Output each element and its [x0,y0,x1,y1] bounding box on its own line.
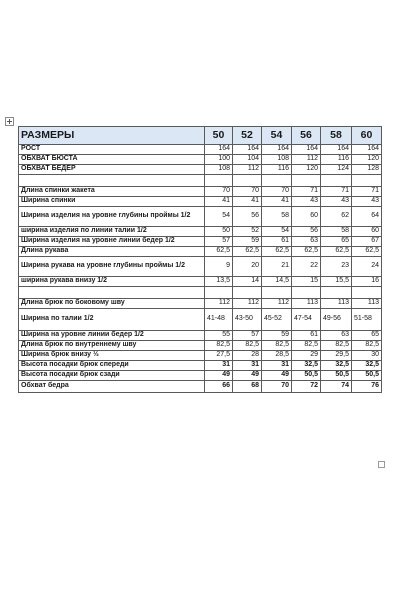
table-cell: 49 [262,371,292,381]
table-cell: 29 [292,351,321,361]
table-cell: 49 [205,371,233,381]
table-cell: 112 [205,299,233,309]
table-cell: 60 [352,227,382,237]
table-cell: 112 [292,155,321,165]
table-cell: 71 [321,187,352,197]
table-row [19,351,382,361]
table-cell: 82,5 [233,341,262,351]
table-cell: 63 [292,237,321,247]
table-cell: 164 [292,145,321,155]
table-row [19,331,382,341]
table-cell: 113 [352,299,382,309]
table-cell: 58 [321,227,352,237]
table-cell: 120 [352,155,382,165]
table-cell: 62,5 [352,247,382,257]
table-row [19,197,382,207]
table-cell: 164 [352,145,382,155]
table-cell: 15,5 [321,277,352,287]
table-cell: 164 [321,145,352,155]
row-label [19,287,205,299]
table-cell: 164 [233,145,262,155]
size-header-cell: 52 [233,127,262,145]
table-cell: 60 [292,207,321,227]
size-header-cell: 58 [321,127,352,145]
row-label: Высота посадки брюк сзади [19,371,205,381]
table-row [19,155,382,165]
table-cell: 50,5 [352,371,382,381]
table-row [19,299,382,309]
table-row [19,165,382,175]
table-cell: 52 [233,227,262,237]
table-cell: 116 [262,165,292,175]
table-cell: 82,5 [292,341,321,351]
table-row [19,361,382,371]
table-cell: 70 [262,381,292,393]
table-cell: 45-52 [262,309,292,331]
table-cell: 9 [205,257,233,277]
row-label: Ширина изделия на уровне линии бедер 1/2 [19,237,205,247]
table-cell: 62,5 [233,247,262,257]
table-cell: 50 [205,227,233,237]
table-cell: 50,5 [292,371,321,381]
table-row [19,287,382,299]
row-label: Ширина рукава на уровне глубины проймы 1/2 [19,257,205,277]
table-cell: 71 [292,187,321,197]
table-cell: 41 [205,197,233,207]
table-cell: 49 [233,371,262,381]
table-cell: 82,5 [321,341,352,351]
table-cell: 31 [262,361,292,371]
table-cell: 65 [321,237,352,247]
table-cell: 70 [262,187,292,197]
table-cell: 100 [205,155,233,165]
table-cell: 32,5 [292,361,321,371]
table-cell: 67 [352,237,382,247]
table-cell [233,287,262,299]
row-label: Ширина брюк внизу ½ [19,351,205,361]
table-cell: 82,5 [205,341,233,351]
table-row [19,247,382,257]
row-label: Ширина спинки [19,197,205,207]
table-cell [352,175,382,187]
row-label [19,175,205,187]
table-cell: 112 [233,165,262,175]
table-cell: 59 [262,331,292,341]
table-cell: 55 [205,331,233,341]
table-row [19,381,382,393]
table-cell [205,175,233,187]
row-label: ширина изделия по линии талии 1/2 [19,227,205,237]
row-label: Ширина по талии 1/2 [19,309,205,331]
table-cell: 43 [321,197,352,207]
table-cell [262,175,292,187]
table-header-row [19,127,382,145]
row-label: ширина рукава внизу 1/2 [19,277,205,287]
table-resize-handle-icon[interactable] [378,461,385,468]
table-cell: 50,5 [321,371,352,381]
row-label: Длина брюк по внутреннему шву [19,341,205,351]
table-cell: 71 [352,187,382,197]
table-cell: 41-48 [205,309,233,331]
table-cell: 32,5 [321,361,352,371]
table-cell: 112 [262,299,292,309]
table-cell: 27,5 [205,351,233,361]
table-cell: 65 [352,331,382,341]
table-cell: 14 [233,277,262,287]
row-label: РОСТ [19,145,205,155]
table-cell: 116 [321,155,352,165]
table-cell: 113 [321,299,352,309]
table-cell [352,287,382,299]
table-cell: 112 [233,299,262,309]
table-row [19,277,382,287]
table-cell: 30 [352,351,382,361]
row-label: ОБХВАТ БЕДЕР [19,165,205,175]
row-label: Обхват бедра [19,381,205,393]
row-label: Длина брюк по боковому шву [19,299,205,309]
table-cell: 31 [205,361,233,371]
table-cell: 32,5 [352,361,382,371]
table-cell: 54 [205,207,233,227]
table-cell: 43 [292,197,321,207]
table-cell: 14,5 [262,277,292,287]
table-cell: 28,5 [262,351,292,361]
table-row [19,257,382,277]
table-row [19,341,382,351]
table-cell: 57 [233,331,262,341]
table-cell [292,175,321,187]
table-cell: 62 [321,207,352,227]
table-cell: 104 [233,155,262,165]
table-cell: 57 [205,237,233,247]
table-cell: 108 [262,155,292,165]
table-cell: 74 [321,381,352,393]
table-cell: 62,5 [292,247,321,257]
table-cell: 61 [262,237,292,247]
table-cell [321,175,352,187]
table-cell: 108 [205,165,233,175]
table-cell [321,287,352,299]
table-cell: 20 [233,257,262,277]
table-cell [233,175,262,187]
table-cell: 113 [292,299,321,309]
row-label: ОБХВАТ БЮСТА [19,155,205,165]
table-cell: 68 [233,381,262,393]
table-cell: 49-56 [321,309,352,331]
table-cell: 82,5 [262,341,292,351]
table-cell: 22 [292,257,321,277]
table-row [19,227,382,237]
table-cell: 70 [233,187,262,197]
table-cell: 62,5 [262,247,292,257]
table-move-handle-icon[interactable] [5,117,14,126]
table-cell: 47-54 [292,309,321,331]
table-cell: 63 [321,331,352,341]
row-label: Длина спинки жакета [19,187,205,197]
table-cell: 164 [205,145,233,155]
table-cell: 41 [262,197,292,207]
size-header-cell: 56 [292,127,321,145]
table-row [19,145,382,155]
table-row [19,371,382,381]
row-label: Ширина на уровне линии бедер 1/2 [19,331,205,341]
table-cell: 23 [321,257,352,277]
table-cell: 16 [352,277,382,287]
table-cell: 31 [233,361,262,371]
table-cell: 62,5 [205,247,233,257]
table-cell: 59 [233,237,262,247]
table-row [19,175,382,187]
table-row [19,207,382,227]
table-cell: 76 [352,381,382,393]
table-cell: 51-58 [352,309,382,331]
row-label: Высота посадки брюк спереди [19,361,205,371]
size-header-cell: 60 [352,127,382,145]
row-label: Длина рукава [19,247,205,257]
table-cell [292,287,321,299]
table-row [19,309,382,331]
table-cell: 82,5 [352,341,382,351]
row-label: Ширина изделия на уровне глубины проймы 1/2 [19,207,205,227]
table-row [19,237,382,247]
table-cell [205,287,233,299]
table-cell: 15 [292,277,321,287]
size-chart-table [18,126,382,393]
header-title: РАЗМЕРЫ [19,127,205,145]
table-cell: 43 [352,197,382,207]
table-cell: 164 [262,145,292,155]
table-cell: 128 [352,165,382,175]
size-header-cell: 54 [262,127,292,145]
table-cell: 29,5 [321,351,352,361]
table-cell: 64 [352,207,382,227]
table-cell [262,287,292,299]
table-cell: 72 [292,381,321,393]
table-cell: 28 [233,351,262,361]
table-cell: 56 [233,207,262,227]
table-cell: 54 [262,227,292,237]
table-cell: 41 [233,197,262,207]
table-row [19,187,382,197]
table-cell: 56 [292,227,321,237]
table-cell: 61 [292,331,321,341]
size-header-cell: 50 [205,127,233,145]
table-cell: 70 [205,187,233,197]
table-cell: 24 [352,257,382,277]
table-cell: 62,5 [321,247,352,257]
table-cell: 66 [205,381,233,393]
table-cell: 13,5 [205,277,233,287]
table-cell: 21 [262,257,292,277]
table-cell: 58 [262,207,292,227]
table-cell: 120 [292,165,321,175]
table-cell: 43-50 [233,309,262,331]
table-cell: 124 [321,165,352,175]
